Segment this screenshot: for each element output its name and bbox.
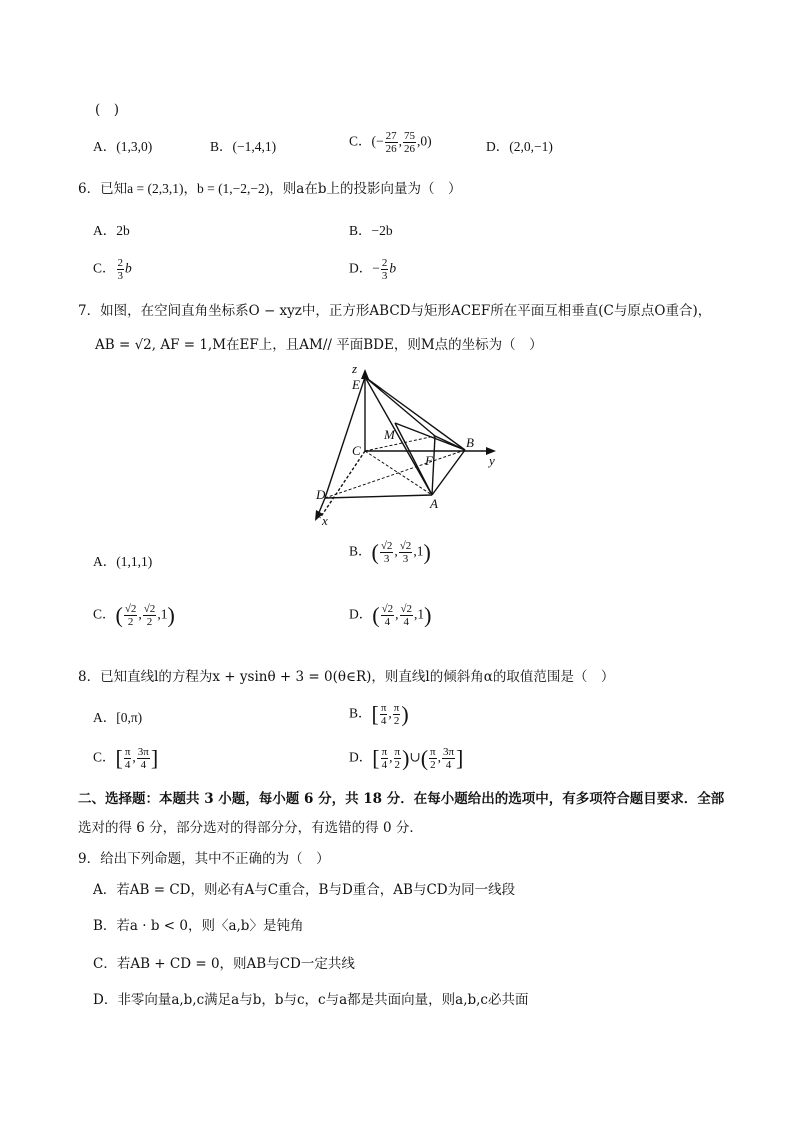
- q6-d-num: 2: [381, 257, 388, 269]
- q7-b-label: B．: [349, 543, 372, 559]
- q6-c-den: 3: [117, 270, 124, 282]
- q6-c-num: 2: [117, 257, 124, 269]
- q7-c-tail: ,1: [157, 606, 168, 622]
- q6-stem-b: 则a在b上的投影向量为（ ）: [282, 181, 462, 197]
- q5-c-f2-num: 75: [404, 130, 415, 142]
- q8-c-num2: 3π: [137, 746, 149, 758]
- q7-b-num1: √2: [380, 540, 393, 552]
- q7-b-num2: √2: [399, 540, 412, 552]
- q8-option-a[interactable]: A．[0,π): [93, 710, 143, 725]
- q8-option-b[interactable]: B．[ $\frac{\pi}{4}$ , $\frac{\pi}{2}$ ): [349, 701, 409, 727]
- q6-stem-a: 6．已知: [78, 181, 128, 197]
- q6-d-den: 3: [381, 270, 388, 282]
- q8-c-den1: 4: [124, 759, 131, 771]
- q5-option-d[interactable]: D．(2,0,−1): [486, 139, 553, 154]
- q7-b-den1: 3: [383, 553, 390, 565]
- label-A: A: [430, 496, 438, 511]
- q5-c-prefix: C．(−: [349, 133, 384, 149]
- q5-option-a[interactable]: A．(1,3,0): [93, 139, 153, 154]
- q7-c-num2: √2: [143, 603, 156, 615]
- q8-d-den4: 4: [445, 759, 452, 771]
- edge-DA: [325, 495, 432, 498]
- label-C: C: [352, 443, 361, 458]
- q7-stem-line1: 7．如图，在空间直角坐标系O − xyz中，正方形ABCD与矩形ACEF所在平面互相垂直(C与原点O重合)，: [78, 303, 712, 319]
- q7-c-den2: 2: [146, 616, 153, 628]
- edge-MB: [395, 423, 465, 450]
- q9-option-b[interactable]: B．若a · b < 0，则〈a,b〉是钝角: [93, 918, 304, 934]
- label-y: y: [489, 453, 495, 468]
- q8-d-num4: 3π: [442, 746, 455, 758]
- q8-union-sign: ∪: [409, 749, 421, 765]
- q7-d-tail: ,1: [414, 606, 425, 622]
- q7-b-tail: ,1: [413, 543, 424, 559]
- label-z: z: [352, 363, 358, 376]
- label-M: M: [384, 427, 395, 442]
- label-x: x: [322, 513, 328, 528]
- q5-c-f1-den: 26: [385, 143, 397, 155]
- q7-option-d[interactable]: D．( $\frac{√2}{4}$ , $\frac{√2}{4}$ ,1): [349, 602, 432, 628]
- q8-d-den3: 2: [430, 759, 436, 771]
- q7-d-den1: 4: [384, 616, 391, 628]
- q6-option-a[interactable]: A．2b: [93, 223, 130, 238]
- q8-d-num1: π: [381, 746, 388, 758]
- q8-c-num1: π: [124, 746, 131, 758]
- q8-b-num1: π: [380, 702, 387, 714]
- q9-option-d[interactable]: D．非零向量a,b,c满足a与b，b与c，c与a都是共面向量，则a,b,c必共面: [93, 992, 529, 1008]
- q9-stem: 9．给出下列命题，其中不正确的为（ ）: [78, 851, 330, 867]
- q7-b-den2: 3: [402, 553, 409, 565]
- q7-c-num1: √2: [124, 603, 137, 615]
- q6-vec-b: b = (1,−2,−2)，: [196, 181, 283, 196]
- q8-b-den1: 4: [380, 715, 387, 727]
- label-F: F: [425, 453, 433, 468]
- q8-b-label: B．: [349, 705, 372, 721]
- q6-option-c[interactable]: [93, 257, 132, 282]
- q9-option-c[interactable]: C．若AB + CD = 0，则AB与CD一定共线: [93, 956, 355, 972]
- q9-option-a[interactable]: A．若AB = CD，则必有A与C重合，B与D重合，AB与CD为同一线段: [93, 882, 516, 898]
- q6-d-label: D．−: [349, 260, 380, 276]
- q5-c-f1-num: 27: [385, 130, 397, 142]
- q7-option-b[interactable]: B．( $\frac{√2}{3}$ , $\frac{√2}{3}$ ,1): [349, 539, 431, 565]
- q5-c-f2-den: 26: [404, 143, 415, 155]
- label-B: B: [466, 435, 474, 450]
- q6-vec-a: a = (2,3,1)，: [127, 181, 197, 196]
- q8-stem: 8．已知直线l的方程为x + ysinθ + 3 = 0(θ∈R)，则直线l的倾斜角α的取值范围是（ ）: [78, 669, 615, 685]
- q6-stem: [78, 180, 462, 198]
- q5-option-c[interactable]: C．(− $\frac{27}{26}$ , $\frac{75}{26}$ ,0): [349, 130, 432, 155]
- q5-option-b[interactable]: B．(−1,4,1): [210, 139, 277, 154]
- q8-b-num2: π: [393, 702, 400, 714]
- q8-d-den2: 2: [394, 759, 401, 771]
- section2-line2: 选对的得 6 分，部分选对的得部分分，有选错的得 0 分．: [78, 820, 423, 836]
- q7-option-c[interactable]: C．( $\frac{√2}{2}$ , $\frac{√2}{2}$ ,1): [93, 602, 175, 628]
- q7-c-label: C．: [93, 606, 116, 622]
- q8-d-num3: π: [430, 746, 436, 758]
- label-D: D: [316, 487, 326, 502]
- q7-d-label: D．: [349, 606, 373, 622]
- q7-option-a[interactable]: A．(1,1,1): [93, 554, 153, 569]
- q7-d-den2: 4: [403, 616, 410, 628]
- cube-diagram: [300, 363, 510, 528]
- q7-d-num2: √2: [400, 603, 413, 615]
- q6-c-label: C．: [93, 260, 116, 276]
- q8-option-c[interactable]: C．[ $\frac{\pi}{4}$ , $\frac{3\pi}{4}$ ]: [93, 745, 159, 771]
- q8-c-den2: 4: [140, 759, 147, 771]
- q6-option-d[interactable]: [349, 257, 396, 282]
- q6-c-tail: b: [125, 260, 132, 276]
- edge-EF: [365, 377, 435, 436]
- q8-d-num2: π: [394, 746, 401, 758]
- q8-c-label: C．: [93, 749, 116, 765]
- x-axis-hidden: [320, 451, 365, 518]
- q8-b-den2: 2: [393, 715, 400, 727]
- edge-EA: [365, 377, 432, 495]
- q6-option-b[interactable]: B．−2b: [349, 223, 393, 238]
- q7-stem-line2: AB = √2, AF = 1,M在EF上，且AM// 平面BDE，则M点的坐标为（ ）: [95, 337, 543, 353]
- q8-d-den1: 4: [381, 759, 388, 771]
- q5-c-suffix: ,0): [417, 133, 432, 149]
- q5-paren: ( ): [95, 102, 120, 118]
- edge-DB: [325, 450, 465, 498]
- label-E: E: [352, 377, 360, 392]
- section2-line1: 二、选择题：本题共 3 小题，每小题 6 分，共 18 分．在每小题给出的选项中，有多项符合题目要求．全部: [78, 791, 725, 807]
- q7-c-den1: 2: [127, 616, 134, 628]
- q6-d-tail: b: [389, 260, 397, 276]
- edge-EB: [365, 377, 465, 450]
- q8-d-label: D．: [349, 749, 373, 765]
- edge-AB: [432, 450, 465, 495]
- q7-d-num1: √2: [381, 603, 394, 615]
- q8-option-d[interactable]: D．[ $\frac{\pi}{4}$ , $\frac{\pi}{2}$ )∪( $\frac{\pi}{2}$ , $\frac{3\pi}{4}$ ]: [349, 745, 464, 771]
